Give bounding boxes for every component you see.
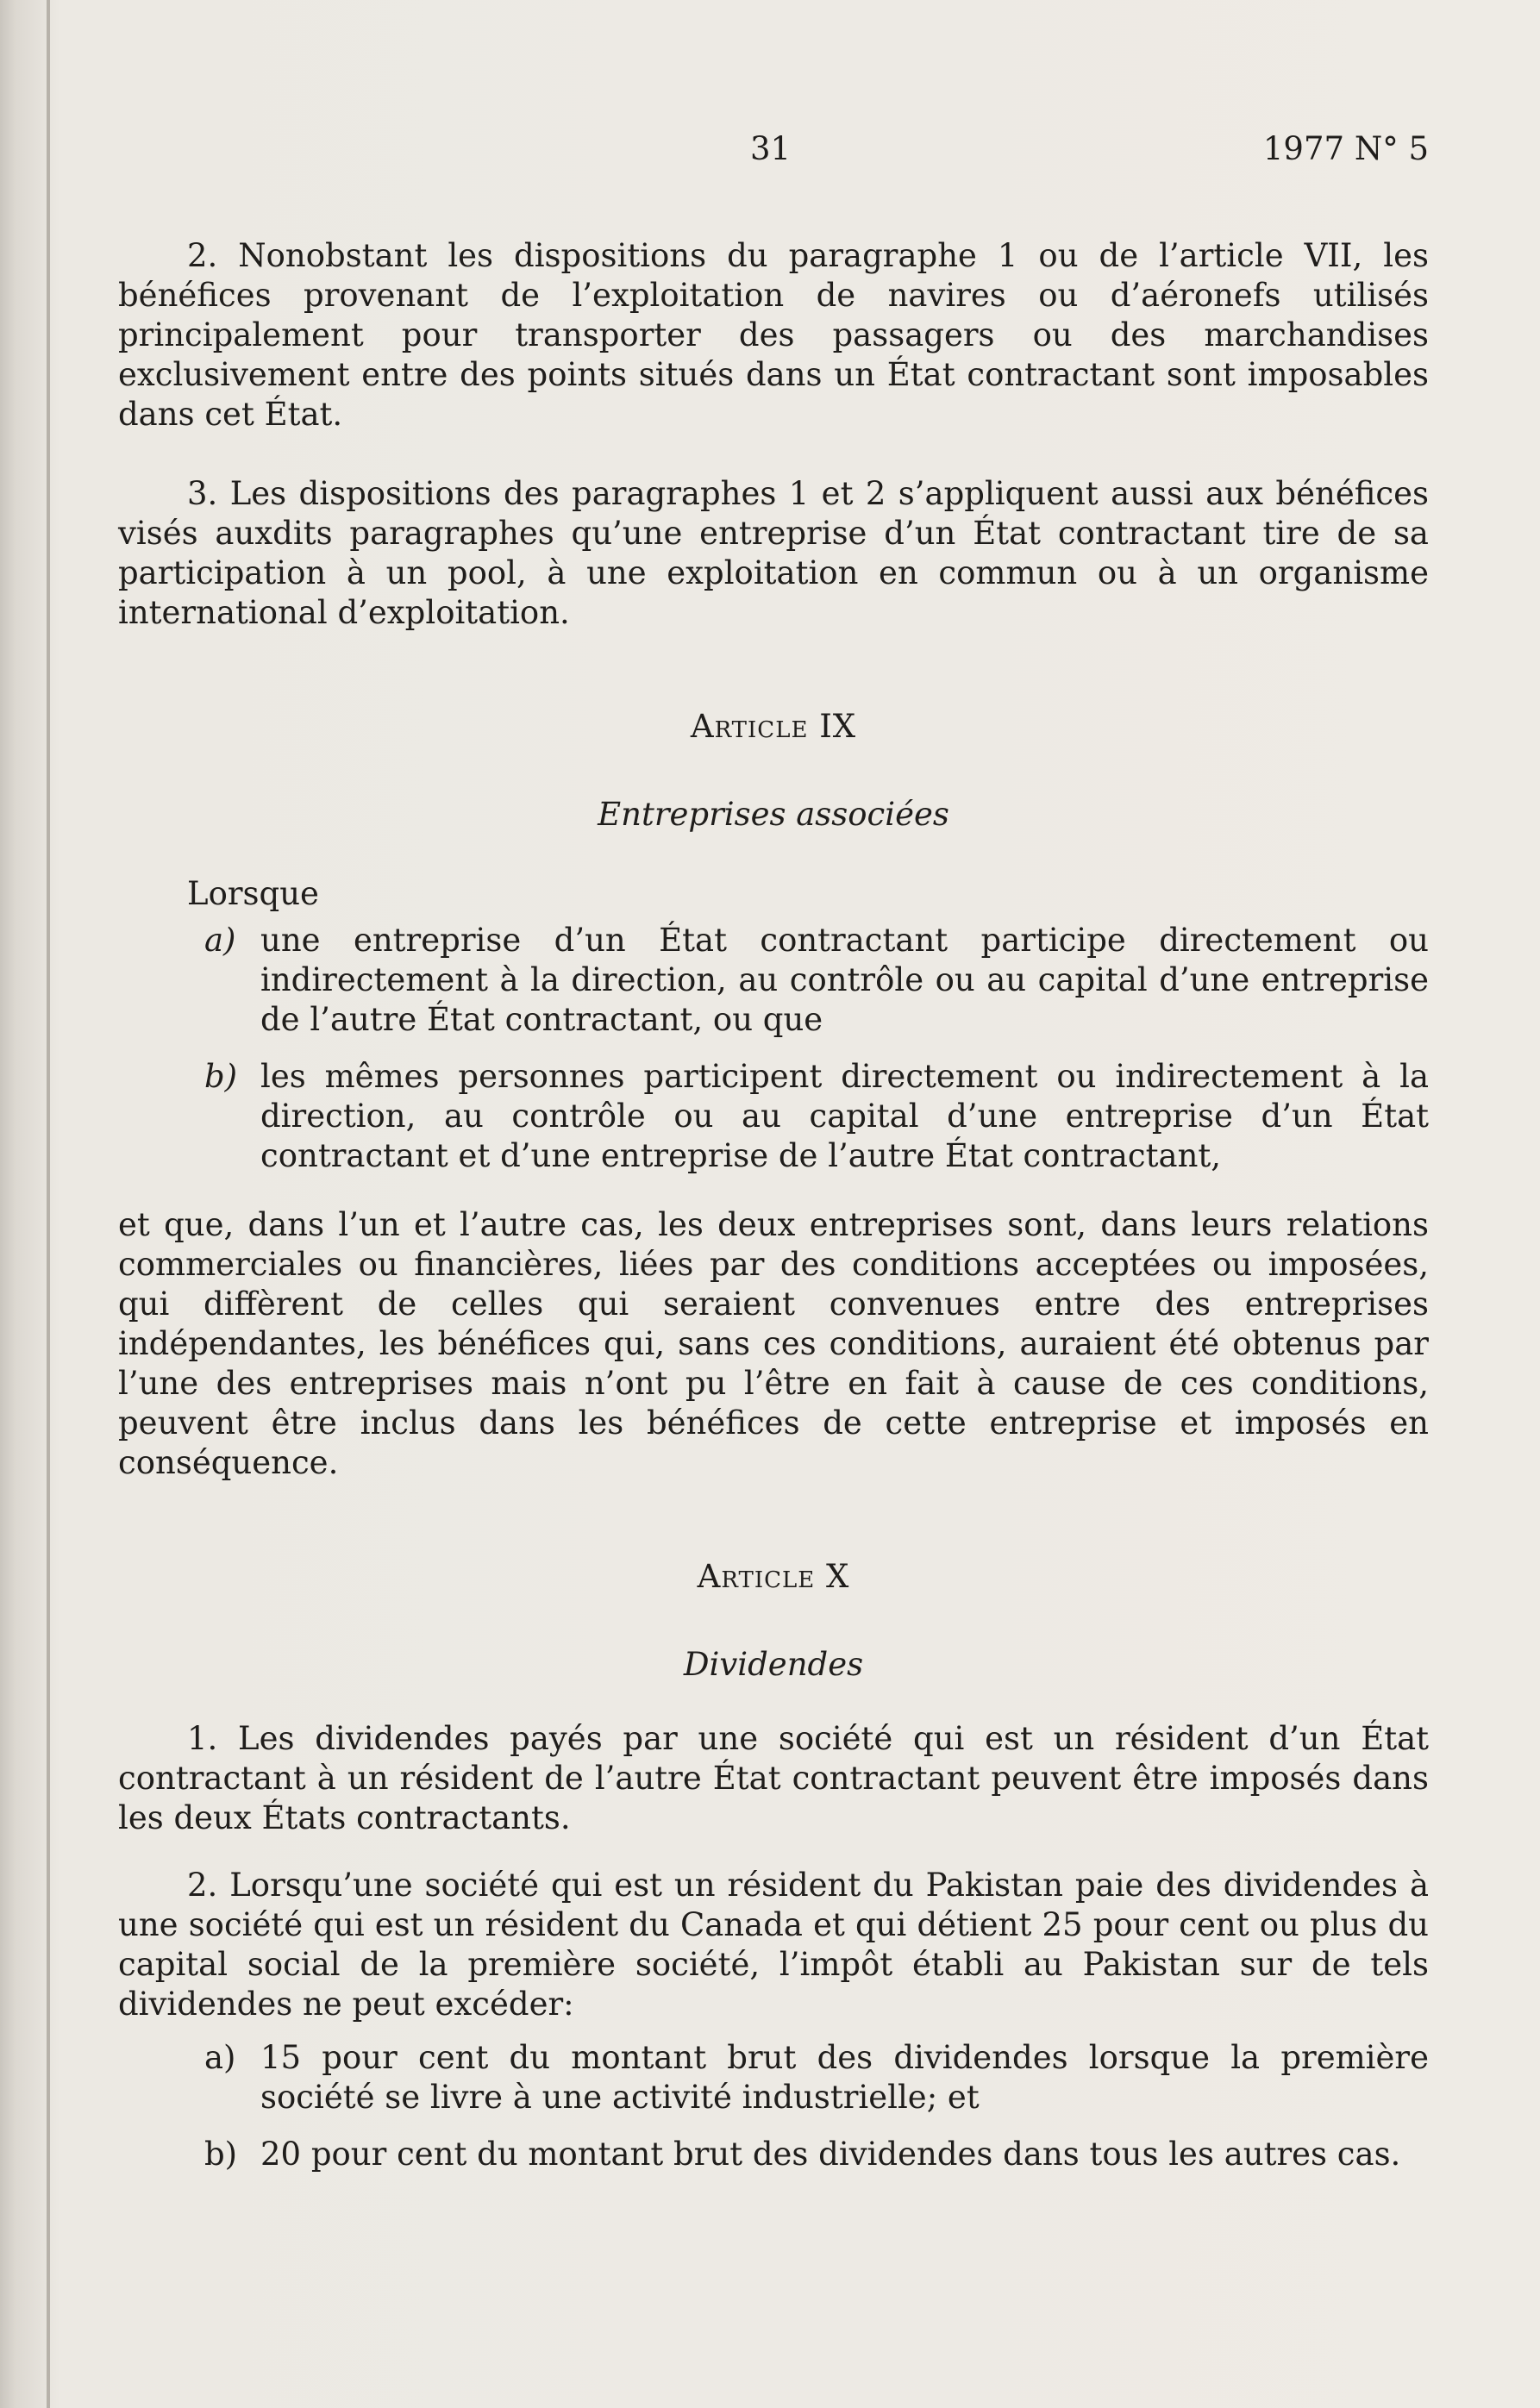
article-ix-heading: Article IX: [690, 708, 857, 745]
article-x-subtitle: Dividendes: [683, 1646, 864, 1683]
article-ix-intro: Lorsque: [187, 875, 319, 912]
list-item: [118, 1057, 1429, 1176]
item-text: les mêmes personnes participent directement ou indirectement à la direction, au contrôle ou au capital d’une entreprise d’un État contractant et d’une entreprise de l’autre État contractant,: [260, 1058, 1429, 1174]
article-x-paragraph-1: 1. Les dividendes payés par une société qui est un résident d’un État contractant à un résident de l’autre État contractant peuvent être imposés dans les deux États contractants.: [118, 1720, 1429, 1836]
document-reference: 1977 N° 5: [1262, 130, 1429, 167]
item-text: 20 pour cent du montant brut des dividendes dans tous les autres cas.: [260, 2136, 1401, 2173]
paragraph-2-shipping-profits: 2. Nonobstant les dispositions du paragraphe 1 ou de l’article VII, les bénéfices provenant de l’exploitation de navires ou d’aéronefs utilisés principalement pour transporter des passagers ou des marchandises exclusivement entre des points situés dans un État contractant sont imposables dans cet État.: [118, 237, 1429, 433]
list-item: [118, 2038, 1429, 2117]
article-ix-conditions: [118, 921, 1429, 1176]
article-x-paragraph-2: 2. Lorsqu’une société qui est un résident du Pakistan paie des dividendes à une société qui est un résident du Canada et qui détient 25 pour cent ou plus du capital social de la première société, l’impôt établi au Pakistan sur de tels dividendes ne peut excéder:: [118, 1867, 1429, 2023]
article-ix-conclusion: et que, dans l’un et l’autre cas, les deux entreprises sont, dans leurs relations commerciales ou financières, liées par des conditions acceptées ou imposées, qui diffèrent de celles qui seraient convenues entre des entreprises indépendantes, les bénéfices qui, sans ces conditions, auraient été obtenus par l’une des entreprises mais n’ont pu l’être en fait à cause de ces conditions, peuvent être inclus dans les bénéfices de cette entreprise et imposés en conséquence.: [118, 1206, 1429, 1481]
item-label: b): [204, 2136, 238, 2173]
list-item: [118, 921, 1429, 1040]
running-header: [118, 129, 1429, 172]
article-x-heading: Article X: [697, 1558, 850, 1595]
item-label: b): [204, 1058, 238, 1095]
item-text: 15 pour cent du montant brut des dividendes lorsque la première société se livre à une activité industrielle; et: [260, 2039, 1429, 2116]
page-body: [118, 236, 1429, 2174]
article-ix-subtitle: Entreprises associées: [598, 796, 949, 833]
page-number: 31: [750, 130, 792, 167]
article-x-rates: [118, 2038, 1429, 2174]
item-label: a): [204, 2039, 236, 2076]
item-text: une entreprise d’un État contractant participe directement ou indirectement à la direction, au contrôle ou au capital d’une entreprise de l’autre État contractant, ou que: [260, 922, 1429, 1038]
binding-gutter: [47, 0, 50, 2408]
paragraph-3-pool-participation: 3. Les dispositions des paragraphes 1 et 2 s’appliquent aussi aux bénéfices visés auxdits paragraphes qu’une entreprise d’un État contractant tire de sa participation à un pool, à une exploitation en commun ou à un organisme international d’exploitation.: [118, 475, 1429, 631]
item-label: a): [204, 922, 236, 959]
list-item: [118, 2135, 1429, 2174]
